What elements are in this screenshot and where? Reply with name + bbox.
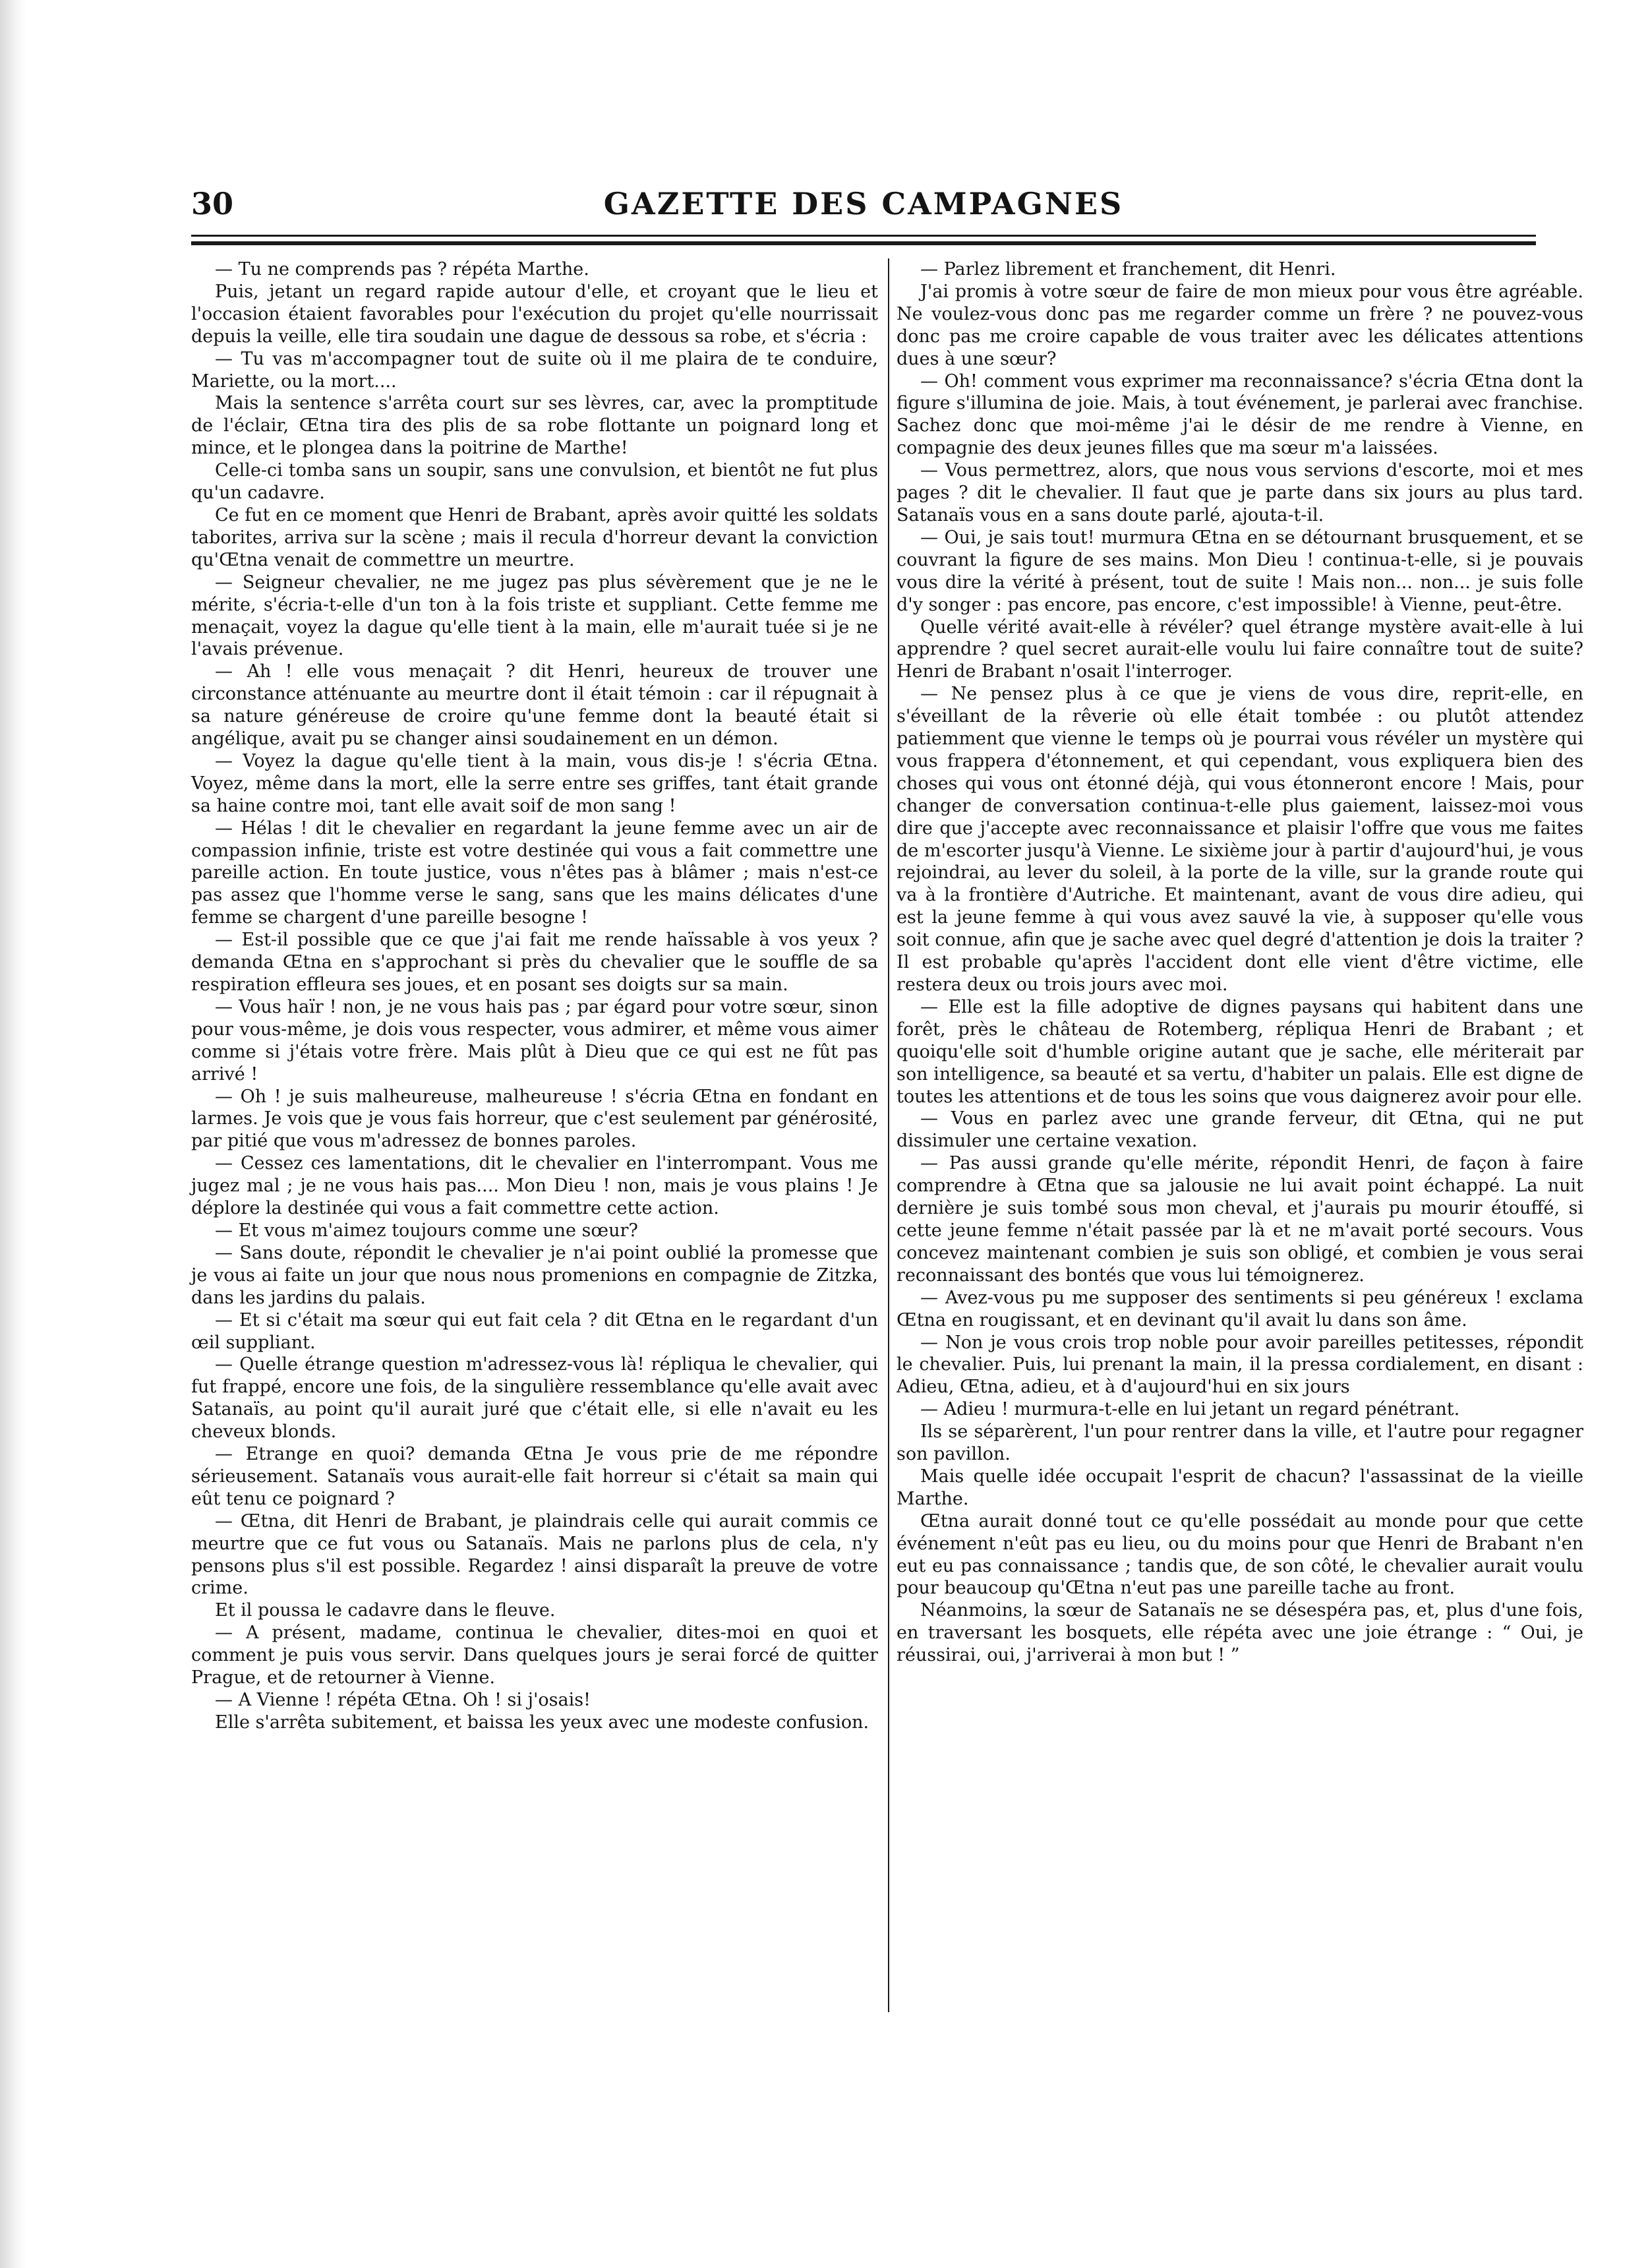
paragraph: Et il poussa le cadavre dans le fleuve. — [215, 1600, 556, 1621]
paragraph: Quelle vérité avait-elle à révéler? quel étrange mystère avait-elle à lui apprendre ? quel secret aurait-elle voulu lui faire connaître tout de suite? Henri de Brabant n'osait l'interroger. — [897, 616, 1583, 682]
paragraph: Néanmoins, la sœur de Satanaïs ne se désespéra pas, et, plus d'une fois, en traversant les bosquets, elle répéta avec une joie étrange : “ Oui, je réussirai, oui, j'arriverai à mon but ! ” — [897, 1600, 1583, 1666]
paragraph: Celle-ci tomba sans un soupir, sans une convulsion, et bientôt ne fut plus qu'un cadavre. — [191, 460, 878, 504]
paragraph: — Œtna, dit Henri de Brabant, je plaindrais celle qui aurait commis ce meurtre que ce fut vous ou Satanaïs. Mais ne parlons plus de cela, n'y pensons plus s'il est possible. Regardez ! ainsi disparaît la preuve de votre crime. — [191, 1510, 878, 1599]
paragraph: Ce fut en ce moment que Henri de Brabant, après avoir quitté les soldats taborites, arriva sur la scène ; mais il recula d'horreur devant la conviction qu'Œtna venait de commettre un meurtre. — [191, 504, 878, 570]
paragraph: — Sans doute, répondit le chevalier je n'ai point oublié la promesse que je vous ai faite un jour que nous nous promenions en compagnie de Zitzka, dans les jardins du palais. — [191, 1242, 878, 1308]
paragraph: — Seigneur chevalier, ne me jugez pas plus sévèrement que je ne le mérite, s'écria-t-elle d'un ton à la fois triste et suppliant. Cette femme me menaçait, voyez la dague qu'elle tient à la main, elle m'aurait tuée si je ne l'avais prévenue. — [191, 572, 878, 660]
paragraph: — Pas aussi grande qu'elle mérite, répondit Henri, de façon à faire comprendre à Œtna que sa jalousie ne lui avait point échappé. La nuit dernière je suis tombé sous mon cheval, et j'aurais pu mourir étouffé, si cette jeune femme n'était passée par là et ne m'avait porté secours. Vous concevez maintenant combien je suis son obligé, et combien je vous serai reconnaissant des bontés que vous lui témoignerez. — [897, 1153, 1583, 1286]
paragraph: — Et vous m'aimez toujours comme une sœur? — [215, 1220, 638, 1241]
paragraph: — Oh ! je suis malheureuse, malheureuse ! s'écria Œtna en fondant en larmes. Je vois que je vous fais horreur, que c'est seulement par générosité, par pitié que vous m'adressez de bonnes paroles. — [191, 1086, 878, 1152]
paragraph: Ils se séparèrent, l'un pour rentrer dans la ville, et l'autre pour regagner son pavillon. — [897, 1421, 1583, 1465]
paragraph: Puis, jetant un regard rapide autour d'elle, et croyant que le lieu et l'occasion étaient favorables pour l'exécution du projet qu'elle nourrissait depuis la veille, elle tira soudain une dague de dessous sa robe, et s'écria : — [191, 281, 878, 347]
paragraph: — Quelle étrange question m'adressez-vous là! répliqua le chevalier, qui fut frappé, encore une fois, de la singulière ressemblance qu'elle avait avec Satanaïs, au point qu'il aurait juré que c'était elle, si elle n'avait eu les cheveux blonds. — [191, 1354, 878, 1443]
paragraph: — Ne pensez plus à ce que je viens de vous dire, reprit-elle, en s'éveillant de la rêverie où elle était tombée : ou plutôt attendez patiemment que vienne le temps où je pourrai vous révéler un mystère qui vous frappera d'étonnement, et qui cependant, vous expliquera bien des choses qui vous ont étonné déjà, qui vous étonneront encore ! Mais, pour changer de conversation continua-t-elle plus gaiement, laissez-moi vous dire que j'accepte avec reconnaissance et plaisir l'offre que vous me faites de m'escorter jusqu'à Vienne. Le sixième jour à partir d'aujourd'hui, je vous rejoindrai, au lever du soleil, à la porte de la ville, sur la grande route qui va à la frontière d'Autriche. Et maintenant, avant de vous dire adieu, qui est la jeune femme à qui vous avez sauvé la vie, à supposer qu'elle vous soit connue, afin que je sache avec quel degré d'attention je dois la traiter ? Il est probable qu'après l'accident dont elle vient d'être victime, elle restera deux ou trois jours avec moi. — [897, 684, 1583, 995]
header-rule-thick — [191, 241, 1536, 245]
paragraph: Elle s'arrêta subitement, et baissa les yeux avec une modeste confusion. — [215, 1712, 869, 1733]
column-divider — [888, 258, 889, 2012]
paragraph: — Oui, je sais tout! murmura Œtna en se détournant brusquement, et se couvrant la figure de ses mains. Mon Dieu ! continua-t-elle, si je pouvais vous dire la vérité à présent, tout de suite ! Mais non... non... je suis folle d'y songer : pas encore, pas encore, c'est impossible! à Vienne, peut-être. — [897, 527, 1583, 615]
paragraph: — Etrange en quoi? demanda Œtna Je vous prie de me répondre sérieusement. Satanaïs vous aurait-elle fait horreur si c'était sa main qui eût tenu ce poignard ? — [191, 1444, 878, 1509]
paragraph: — Parlez librement et franchement, dit Henri. — [920, 259, 1336, 280]
paragraph: — A présent, madame, continua le chevalier, dites-moi en quoi et comment je puis vous servir. Dans quelques jours je serai forcé de quitter Prague, et de retourner à Vienne. — [191, 1623, 878, 1688]
paragraph: — Voyez la dague qu'elle tient à la main, vous dis-je ! s'écria Œtna. Voyez, même dans la mort, elle la serre entre ses griffes, tant était grande sa haine contre moi, tant elle avait soif de mon sang ! — [191, 750, 878, 816]
paragraph: — Tu vas m'accompagner tout de suite où il me plaira de te conduire, Mariette, ou la mort.... — [191, 348, 878, 392]
paragraph: — Tu ne comprends pas ? répéta Marthe. — [215, 259, 589, 280]
paragraph: — Avez-vous pu me supposer des sentiments si peu généreux ! exclama Œtna en rougissant, et en devinant qu'il avait lu dans son âme. — [897, 1287, 1583, 1330]
paragraph: — Cessez ces lamentations, dit le chevalier en l'interrompant. Vous me jugez mal ; je ne vous hais pas.... Mon Dieu ! non, mais je vous plains ! Je déplore la destinée qui vous a fait commettre cette action. — [191, 1153, 878, 1219]
paragraph: — Oh! comment vous exprimer ma reconnaissance? s'écria Œtna dont la figure s'illumina de joie. Mais, à tout événement, je parlerai avec franchise. Sachez donc que moi-même j'ai le désir de me rendre à Vienne, en compagnie des deux jeunes filles que ma sœur m'a laissées. — [897, 371, 1583, 459]
page-number: 30 — [191, 186, 234, 222]
paragraph: — A Vienne ! répéta Œtna. Oh ! si j'osais! — [215, 1690, 591, 1710]
paragraph: — Non je vous crois trop noble pour avoir pareilles petitesses, répondit le chevalier. Puis, lui prenant la main, il la pressa cordialement, en disant : Adieu, Œtna, adieu, et à d'aujourd'hui en six jours — [897, 1332, 1583, 1398]
paragraph: — Ah ! elle vous menaçait ? dit Henri, heureux de trouver une circonstance atténuante au meurtre dont il était témoin : car il répugnait à sa nature généreuse de croire qu'une femme dont la beauté était si angélique, avait pu se changer ainsi soudainement en un démon. — [191, 661, 878, 750]
paragraph: — Vous haïr ! non, je ne vous hais pas ; par égard pour votre sœur, sinon pour vous-même, je dois vous respecter, vous admirer, et même vous aimer comme si j'étais votre frère. Mais plût à Dieu que ce qui est ne fût pas arrivé ! — [191, 996, 878, 1085]
paragraph: Œtna aurait donné tout ce qu'elle possédait au monde pour que cette événement n'eût pas eu lieu, ou du moins pour que Henri de Brabant n'en eut eu pas connaissance ; tandis que, de son côté, le chevalier aurait voulu pour beaucoup qu'Œtna n'eut pas une pareille tache au front. — [897, 1510, 1583, 1599]
page-title: GAZETTE DES CAMPAGNES — [603, 186, 1124, 222]
paragraph: — Vous permettrez, alors, que nous vous servions d'escorte, moi et mes pages ? dit le chevalier. Il faut que je parte dans six jours au plus tard. Satanaïs vous en a sans doute parlé, ajouta-t-il. — [897, 460, 1583, 525]
page-header — [191, 186, 1536, 225]
paragraph: — Hélas ! dit le chevalier en regardant la jeune femme avec un air de compassion infinie, triste est votre destinée qui vous a fait commettre une pareille action. En toute justice, vous n'êtes pas à blâmer ; mais n'est-ce pas assez que l'homme verse le sang, sans que les mains délicates d'une femme se chargent d'une pareille besogne ! — [191, 818, 878, 928]
paragraph: — Et si c'était ma sœur qui eut fait cela ? dit Œtna en le regardant d'un œil suppliant. — [191, 1309, 878, 1353]
text-column-right — [897, 258, 1583, 1667]
paragraph: — Vous en parlez avec une grande ferveur, dit Œtna, qui ne put dissimuler une certaine vexation. — [897, 1108, 1583, 1152]
paragraph: — Elle est la fille adoptive de dignes paysans qui habitent dans une forêt, près le château de Rotemberg, répliqua Henri de Brabant ; et quoiqu'elle soit d'humble origine autant que je sache, elle mériterait par son intelligence, sa beauté et sa vertu, d'habiter un palais. Elle est digne de toutes les attentions et de tous les soins que vous daignerez avoir pour elle. — [897, 996, 1583, 1107]
header-rule-thin — [191, 235, 1536, 237]
paragraph: Mais la sentence s'arrêta court sur ses lèvres, car, avec la promptitude de l'éclair, Œtna tira des plis de sa robe flottante un poignard long et mince, et le plongea dans la poitrine de Marthe! — [191, 393, 878, 459]
text-column-left — [191, 258, 878, 1734]
paragraph: — Adieu ! murmura-t-elle en lui jetant un regard pénétrant. — [920, 1399, 1460, 1420]
scan-edge-shadow — [0, 0, 26, 2268]
paragraph: J'ai promis à votre sœur de faire de mon mieux pour vous être agréable. Ne voulez-vous donc pas me regarder comme un frère ? ne pouvez-vous donc pas me croire capable de vous traiter avec les délicates attentions dues à une sœur? — [897, 281, 1583, 369]
paragraph: Mais quelle idée occupait l'esprit de chacun? l'assassinat de la vieille Marthe. — [897, 1466, 1583, 1509]
paragraph: — Est-il possible que ce que j'ai fait me rende haïssable à vos yeux ? demanda Œtna en s'approchant si près du chevalier que le souffle de sa respiration effleura ses joues, et en posant ses doigts sur sa main. — [191, 930, 878, 995]
